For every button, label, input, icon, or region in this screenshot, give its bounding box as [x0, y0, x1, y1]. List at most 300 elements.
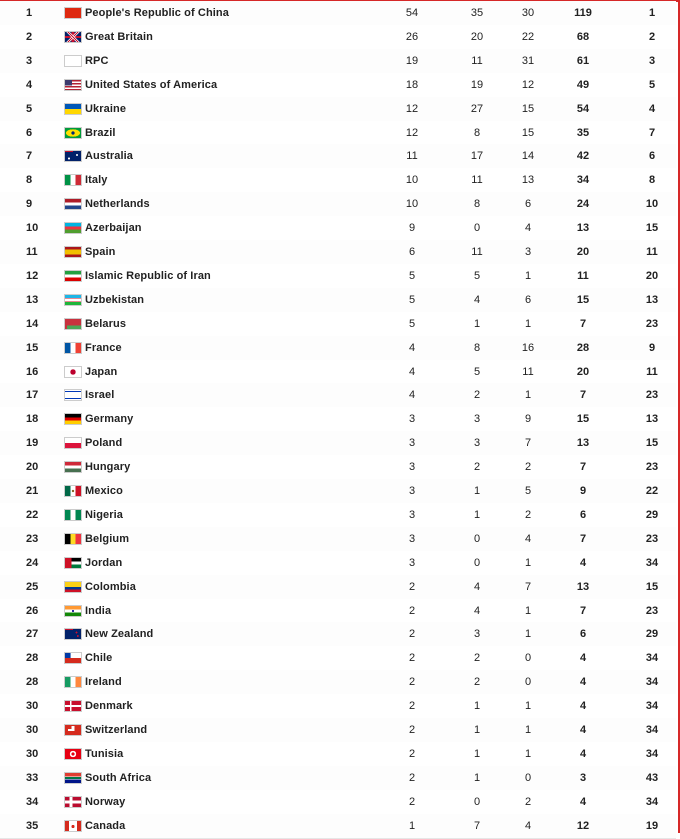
bronze-count: 4	[524, 819, 532, 832]
table-row[interactable]	[0, 73, 676, 98]
fr-flag-icon	[64, 342, 82, 354]
bronze-count: 15	[521, 126, 535, 139]
il-flag-icon	[64, 389, 82, 401]
silver-count: 2	[473, 652, 481, 665]
rank-cell: 20	[26, 461, 39, 474]
rank-by-total: 4	[648, 102, 656, 115]
rank-by-total: 10	[645, 198, 659, 211]
silver-count: 0	[473, 795, 481, 808]
total-count: 4	[579, 676, 587, 689]
total-count: 13	[576, 580, 590, 593]
silver-count: 35	[470, 7, 484, 19]
it-flag-icon	[64, 174, 82, 186]
rank-by-total: 34	[645, 795, 659, 808]
table-row[interactable]	[0, 144, 676, 169]
au-flag-icon	[64, 150, 82, 162]
country-name[interactable]: Japan	[85, 365, 118, 378]
table-row[interactable]	[0, 646, 676, 671]
silver-count: 17	[470, 150, 484, 163]
silver-count: 27	[470, 102, 484, 115]
total-count: 28	[576, 341, 590, 354]
rank-cell: 27	[26, 628, 39, 641]
rank-by-total: 22	[645, 485, 659, 497]
gold-count: 1	[408, 819, 416, 832]
es-flag-icon	[64, 246, 82, 258]
rank-cell: 12	[26, 269, 39, 282]
rank-cell: 9	[26, 198, 33, 211]
total-count: 4	[579, 724, 587, 736]
total-count: 42	[576, 150, 590, 163]
gold-count: 4	[408, 365, 416, 378]
us-flag-icon	[64, 79, 82, 91]
za-flag-icon	[64, 772, 82, 784]
silver-count: 0	[473, 532, 481, 545]
silver-count: 1	[473, 317, 481, 330]
table-row[interactable]	[0, 360, 676, 385]
total-count: 4	[579, 747, 587, 760]
tn-flag-icon	[64, 748, 82, 760]
rank-cell: 22	[26, 508, 39, 521]
total-count: 4	[579, 700, 587, 713]
country-name[interactable]: Netherlands	[85, 198, 150, 211]
rank-by-total: 34	[645, 676, 659, 689]
gold-count: 12	[405, 126, 419, 139]
table-row[interactable]	[0, 551, 676, 576]
table-row[interactable]	[0, 718, 676, 743]
total-count: 7	[579, 604, 587, 617]
rank-by-total: 6	[648, 150, 656, 163]
rank-by-total: 34	[645, 747, 659, 760]
bronze-count: 13	[521, 174, 535, 187]
rank-by-total: 23	[645, 461, 659, 474]
total-count: 13	[576, 222, 590, 235]
gold-count: 2	[408, 580, 416, 593]
country-name[interactable]: France	[85, 341, 122, 354]
bronze-count: 0	[524, 652, 532, 665]
gold-count: 5	[408, 317, 416, 330]
rank-cell: 35	[26, 819, 39, 832]
country-name[interactable]: Jordan	[85, 556, 123, 569]
total-count: 6	[579, 628, 587, 641]
rank-cell: 19	[26, 437, 39, 450]
table-row[interactable]	[0, 240, 676, 265]
rank-cell: 21	[26, 485, 39, 497]
rank-by-total: 3	[648, 54, 656, 67]
table-row[interactable]	[0, 407, 676, 432]
silver-count: 8	[473, 198, 481, 211]
rank-cell: 8	[26, 174, 33, 187]
table-row[interactable]	[0, 575, 676, 600]
total-count: 4	[579, 556, 587, 569]
uz-flag-icon	[64, 294, 82, 306]
gold-count: 2	[408, 724, 416, 736]
bronze-count: 2	[524, 795, 532, 808]
total-count: 49	[576, 78, 590, 91]
country-name[interactable]: Islamic Republic of Iran	[85, 269, 211, 282]
bronze-count: 22	[521, 30, 535, 43]
rank-cell: 30	[26, 700, 39, 713]
gold-count: 3	[408, 461, 416, 474]
silver-count: 3	[473, 437, 481, 450]
total-count: 7	[579, 317, 587, 330]
rpc-flag-icon	[64, 55, 82, 67]
rank-by-total: 23	[645, 532, 659, 545]
pl-flag-icon	[64, 437, 82, 449]
silver-count: 5	[473, 269, 481, 282]
rank-by-total: 15	[645, 222, 659, 235]
table-row[interactable]	[0, 216, 676, 241]
bronze-count: 9	[524, 413, 532, 426]
rank-by-total: 11	[646, 246, 658, 258]
total-count: 12	[576, 819, 590, 832]
rank-cell: 18	[26, 413, 39, 426]
bronze-count: 31	[521, 54, 535, 67]
country-name[interactable]: Chile	[85, 652, 113, 665]
gold-count: 11	[406, 150, 418, 163]
total-count: 13	[576, 437, 590, 450]
rank-cell: 23	[26, 532, 39, 545]
gold-count: 3	[408, 413, 416, 426]
ua-flag-icon	[64, 103, 82, 115]
de-flag-icon	[64, 413, 82, 425]
gold-count: 3	[408, 556, 416, 569]
total-count: 35	[576, 126, 590, 139]
rank-cell: 34	[26, 795, 39, 808]
country-name[interactable]: Poland	[85, 437, 123, 450]
rank-cell: 14	[26, 317, 39, 330]
country-name[interactable]: Israel	[85, 389, 115, 402]
total-count: 20	[576, 365, 590, 378]
country-name[interactable]: New Zealand	[85, 628, 154, 641]
gold-count: 3	[408, 532, 416, 545]
br-flag-icon	[64, 127, 82, 139]
country-name[interactable]: Ukraine	[85, 102, 127, 115]
silver-count: 8	[473, 126, 481, 139]
total-count: 54	[576, 102, 590, 115]
silver-count: 1	[473, 724, 481, 736]
table-row[interactable]	[0, 383, 676, 408]
bronze-count: 6	[524, 293, 532, 306]
country-name[interactable]: Hungary	[85, 461, 131, 474]
silver-count: 20	[470, 30, 484, 43]
table-row[interactable]	[0, 742, 676, 767]
total-count: 119	[574, 7, 592, 19]
rank-cell: 1	[26, 7, 33, 19]
ca-flag-icon	[64, 820, 82, 832]
hu-flag-icon	[64, 461, 82, 473]
table-row[interactable]	[0, 503, 676, 528]
gold-count: 4	[408, 341, 416, 354]
bronze-count: 7	[524, 437, 532, 450]
rank-cell: 3	[26, 54, 33, 67]
rank-cell: 11	[26, 246, 38, 258]
gold-count: 6	[408, 246, 416, 258]
silver-count: 1	[473, 508, 481, 521]
gold-count: 54	[405, 7, 419, 19]
bronze-count: 1	[524, 604, 532, 617]
rank-cell: 33	[26, 771, 39, 784]
by-flag-icon	[64, 318, 82, 330]
rank-cell: 5	[26, 102, 33, 115]
be-flag-icon	[64, 533, 82, 545]
rank-by-total: 43	[645, 771, 659, 784]
bronze-count: 1	[524, 628, 532, 641]
rank-by-total: 29	[645, 508, 659, 521]
total-count: 15	[576, 293, 590, 306]
country-name[interactable]: Uzbekistan	[85, 293, 145, 306]
gold-count: 2	[408, 604, 416, 617]
silver-count: 2	[473, 461, 481, 474]
country-name[interactable]: Germany	[85, 413, 134, 426]
total-count: 11	[577, 269, 589, 282]
rank-by-total: 23	[645, 317, 659, 330]
silver-count: 0	[473, 556, 481, 569]
table-row[interactable]	[0, 1, 676, 26]
bronze-count: 11	[522, 365, 534, 378]
country-name[interactable]: Great Britain	[85, 30, 153, 43]
total-count: 24	[576, 198, 590, 211]
in-flag-icon	[64, 605, 82, 617]
bronze-count: 4	[524, 222, 532, 235]
country-name[interactable]: Brazil	[85, 126, 116, 139]
silver-count: 8	[473, 341, 481, 354]
table-row[interactable]	[0, 288, 676, 313]
nl-flag-icon	[64, 198, 82, 210]
country-name[interactable]: Australia	[85, 150, 133, 163]
bronze-count: 30	[521, 7, 535, 19]
gold-count: 2	[408, 771, 416, 784]
rank-cell: 30	[26, 747, 39, 760]
rank-cell: 2	[26, 30, 33, 43]
table-row[interactable]	[0, 312, 676, 337]
silver-count: 4	[473, 293, 481, 306]
gold-count: 19	[405, 54, 419, 67]
country-name[interactable]: RPC	[85, 54, 109, 67]
table-row[interactable]	[0, 431, 676, 456]
table-row[interactable]	[0, 479, 676, 504]
rank-cell: 25	[26, 580, 39, 593]
rank-by-total: 20	[645, 269, 659, 282]
country-name[interactable]: India	[85, 604, 112, 617]
bronze-count: 1	[524, 556, 532, 569]
total-count: 4	[579, 652, 587, 665]
rank-cell: 7	[26, 150, 33, 163]
rank-cell: 15	[26, 341, 39, 354]
table-row[interactable]	[0, 790, 676, 815]
country-name[interactable]: Mexico	[85, 485, 123, 497]
gold-count: 3	[408, 508, 416, 521]
country-name[interactable]: Colombia	[85, 580, 136, 593]
country-name[interactable]: Canada	[85, 819, 126, 832]
rank-by-total: 7	[648, 126, 656, 139]
rank-by-total: 15	[645, 437, 659, 450]
silver-count: 1	[473, 485, 481, 497]
table-row[interactable]	[0, 670, 676, 695]
gold-count: 5	[408, 293, 416, 306]
total-count: 3	[579, 771, 587, 784]
bronze-count: 15	[521, 102, 535, 115]
bronze-count: 2	[524, 508, 532, 521]
gold-count: 12	[405, 102, 419, 115]
country-name[interactable]: Belgium	[85, 532, 130, 545]
country-name[interactable]: Denmark	[85, 700, 133, 713]
gold-count: 3	[408, 437, 416, 450]
bronze-count: 4	[524, 532, 532, 545]
bronze-count: 7	[524, 580, 532, 593]
gold-count: 2	[408, 700, 416, 713]
country-name[interactable]: Nigeria	[85, 508, 123, 521]
mx-flag-icon	[64, 485, 82, 497]
country-name[interactable]: Italy	[85, 174, 108, 187]
rank-by-total: 2	[648, 30, 656, 43]
ng-flag-icon	[64, 509, 82, 521]
silver-count: 3	[473, 413, 481, 426]
rank-cell: 13	[26, 293, 39, 306]
silver-count: 11	[471, 246, 483, 258]
silver-count: 1	[473, 747, 481, 760]
country-name[interactable]: Belarus	[85, 317, 127, 330]
silver-count: 11	[471, 174, 483, 187]
rank-by-total: 34	[645, 700, 659, 713]
total-count: 20	[576, 246, 590, 258]
gold-count: 9	[408, 222, 416, 235]
table-row[interactable]	[0, 814, 676, 839]
gold-count: 26	[405, 30, 419, 43]
jo-flag-icon	[64, 557, 82, 569]
bronze-count: 5	[524, 485, 532, 497]
table-row[interactable]	[0, 25, 676, 50]
rank-cell: 17	[26, 389, 39, 402]
rank-cell: 30	[26, 724, 39, 736]
rank-by-total: 11	[646, 365, 658, 378]
ir-flag-icon	[64, 270, 82, 282]
bronze-count: 1	[524, 269, 532, 282]
rank-cell: 24	[26, 556, 39, 569]
table-row[interactable]	[0, 527, 676, 552]
total-count: 61	[576, 54, 590, 67]
country-name[interactable]: Ireland	[85, 676, 122, 689]
country-name[interactable]: South Africa	[85, 771, 152, 784]
country-name[interactable]: Norway	[85, 795, 126, 808]
total-count: 9	[579, 485, 587, 497]
gold-count: 18	[405, 78, 419, 91]
country-name[interactable]: United States of America	[85, 78, 218, 91]
rank-cell: 28	[26, 652, 39, 665]
gold-count: 2	[408, 628, 416, 641]
table-row[interactable]	[0, 336, 676, 361]
jp-flag-icon	[64, 366, 82, 378]
gold-count: 2	[408, 795, 416, 808]
rank-cell: 16	[26, 365, 39, 378]
table-row[interactable]	[0, 49, 676, 74]
silver-count: 1	[473, 771, 481, 784]
rank-cell: 26	[26, 604, 39, 617]
silver-count: 2	[473, 389, 481, 402]
table-row[interactable]	[0, 192, 676, 217]
table-row[interactable]	[0, 599, 676, 624]
rank-by-total: 29	[645, 628, 659, 641]
country-name[interactable]: Switzerland	[85, 724, 148, 736]
bronze-count: 1	[524, 317, 532, 330]
bronze-count: 1	[524, 389, 532, 402]
bronze-count: 6	[524, 198, 532, 211]
total-count: 68	[576, 30, 590, 43]
gold-count: 5	[408, 269, 416, 282]
table-row[interactable]	[0, 97, 676, 122]
rank-by-total: 13	[645, 293, 659, 306]
nz-flag-icon	[64, 628, 82, 640]
bronze-count: 12	[521, 78, 535, 91]
rank-by-total: 5	[648, 78, 656, 91]
bronze-count: 16	[521, 341, 535, 354]
bronze-count: 2	[524, 461, 532, 474]
az-flag-icon	[64, 222, 82, 234]
total-count: 7	[579, 461, 587, 474]
rank-by-total: 23	[645, 604, 659, 617]
bronze-count: 1	[524, 724, 532, 736]
rank-by-total: 34	[645, 724, 659, 736]
table-row[interactable]	[0, 168, 676, 193]
bronze-count: 1	[524, 747, 532, 760]
silver-count: 5	[473, 365, 481, 378]
gold-count: 4	[408, 389, 416, 402]
bronze-count: 3	[524, 246, 532, 258]
country-name[interactable]: Spain	[85, 246, 116, 258]
rank-by-total: 19	[645, 819, 659, 832]
country-name[interactable]: Azerbaijan	[85, 222, 142, 235]
gold-count: 10	[405, 174, 419, 187]
country-name[interactable]: People's Republic of China	[85, 7, 229, 19]
bronze-count: 0	[524, 771, 532, 784]
no-flag-icon	[64, 796, 82, 808]
rank-by-total: 23	[645, 389, 659, 402]
table-row[interactable]	[0, 694, 676, 719]
rank-by-total: 15	[645, 580, 659, 593]
silver-count: 4	[473, 604, 481, 617]
total-count: 7	[579, 532, 587, 545]
table-row[interactable]	[0, 121, 676, 146]
total-count: 15	[576, 413, 590, 426]
gb-flag-icon	[64, 31, 82, 43]
country-name[interactable]: Tunisia	[85, 747, 124, 760]
silver-count: 0	[473, 222, 481, 235]
silver-count: 7	[473, 819, 481, 832]
rank-by-total: 34	[645, 652, 659, 665]
rank-cell: 6	[26, 126, 33, 139]
cn-flag-icon	[64, 7, 82, 19]
silver-count: 2	[473, 676, 481, 689]
gold-count: 2	[408, 676, 416, 689]
gold-count: 10	[405, 198, 419, 211]
bronze-count: 0	[524, 676, 532, 689]
ch-flag-icon	[64, 724, 82, 736]
silver-count: 1	[473, 700, 481, 713]
total-count: 34	[576, 174, 590, 187]
rank-cell: 4	[26, 78, 33, 91]
table-row[interactable]	[0, 264, 676, 289]
co-flag-icon	[64, 581, 82, 593]
table-row[interactable]	[0, 766, 676, 791]
table-row[interactable]	[0, 622, 676, 647]
table-row[interactable]	[0, 455, 676, 480]
bronze-count: 14	[521, 150, 535, 163]
rank-by-total: 13	[645, 413, 659, 426]
silver-count: 4	[473, 580, 481, 593]
dk-flag-icon	[64, 700, 82, 712]
silver-count: 3	[473, 628, 481, 641]
rank-by-total: 34	[645, 556, 659, 569]
gold-count: 2	[408, 747, 416, 760]
